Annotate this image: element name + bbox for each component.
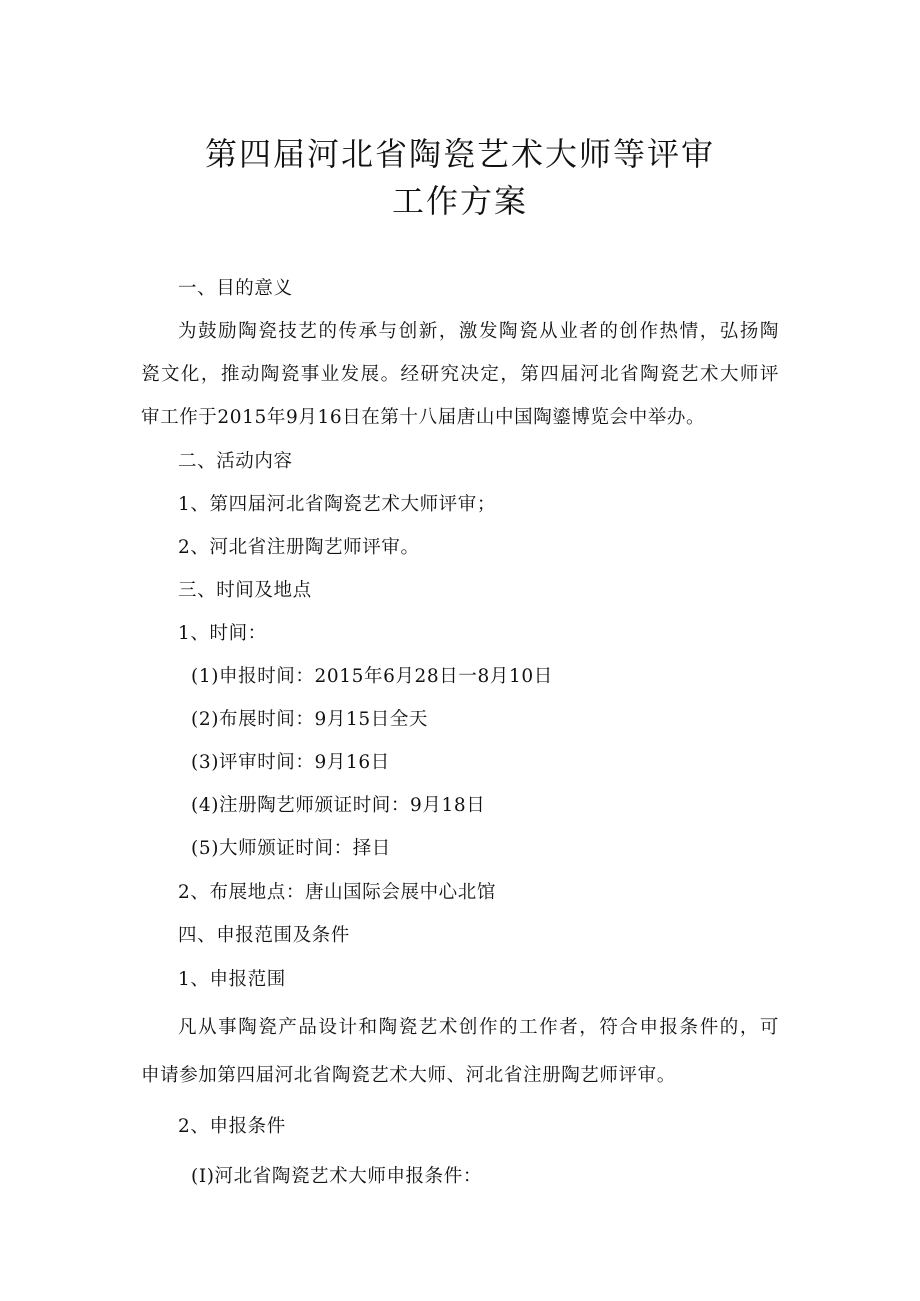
list-item: (1)申报时间：2015年6月28日一8月10日 <box>191 666 553 687</box>
paragraph-line: 凡从事陶瓷产品设计和陶瓷艺术创作的工作者，符合申报条件的，可 <box>178 1017 779 1038</box>
paragraph-line: 申请参加第四届河北省陶瓷艺术大师、河北省注册陶艺师评审。 <box>141 1065 676 1086</box>
subheading-time: 1、时间： <box>178 623 267 644</box>
list-item: (3)评审时间：9月16日 <box>191 752 390 773</box>
document-title-line2: 工作方案 <box>391 182 528 220</box>
list-item: (5)大师颁证时间：择日 <box>191 838 391 859</box>
list-item: 1、第四届河北省陶瓷艺术大师评审； <box>178 494 496 515</box>
list-item: (4)注册陶艺师颁证时间：9月18日 <box>191 795 486 816</box>
document-title-line1: 第四届河北省陶瓷艺术大师等评审 <box>204 135 715 173</box>
list-item: (2)布展时间：9月15日全天 <box>191 709 429 730</box>
list-item: 2、河北省注册陶艺师评审。 <box>178 537 420 558</box>
subheading-conditions: 2、申报条件 <box>178 1116 286 1137</box>
list-item: (I)河北省陶瓷艺术大师申报条件： <box>191 1166 482 1187</box>
section-heading-content: 二、活动内容 <box>178 451 293 472</box>
subheading-place: 2、布展地点：唐山国际会展中心北馆 <box>178 882 496 903</box>
section-heading-purpose: 一、目的意义 <box>178 278 293 299</box>
paragraph-line: 审工作于2015年9月16日在第十八届唐山中国陶鎏博览会中举办。 <box>141 407 706 428</box>
section-heading-scope: 四、申报范围及条件 <box>178 925 350 946</box>
subheading-scope: 1、申报范围 <box>178 969 286 990</box>
paragraph-line: 瓷文化，推动陶瓷事业发展。经研究决定，第四届河北省陶瓷艺术大师评 <box>141 364 779 385</box>
paragraph-line: 为鼓励陶瓷技艺的传承与创新，激发陶瓷从业者的创作热情，弘扬陶 <box>178 321 779 342</box>
section-heading-time-place: 三、时间及地点 <box>178 580 312 601</box>
